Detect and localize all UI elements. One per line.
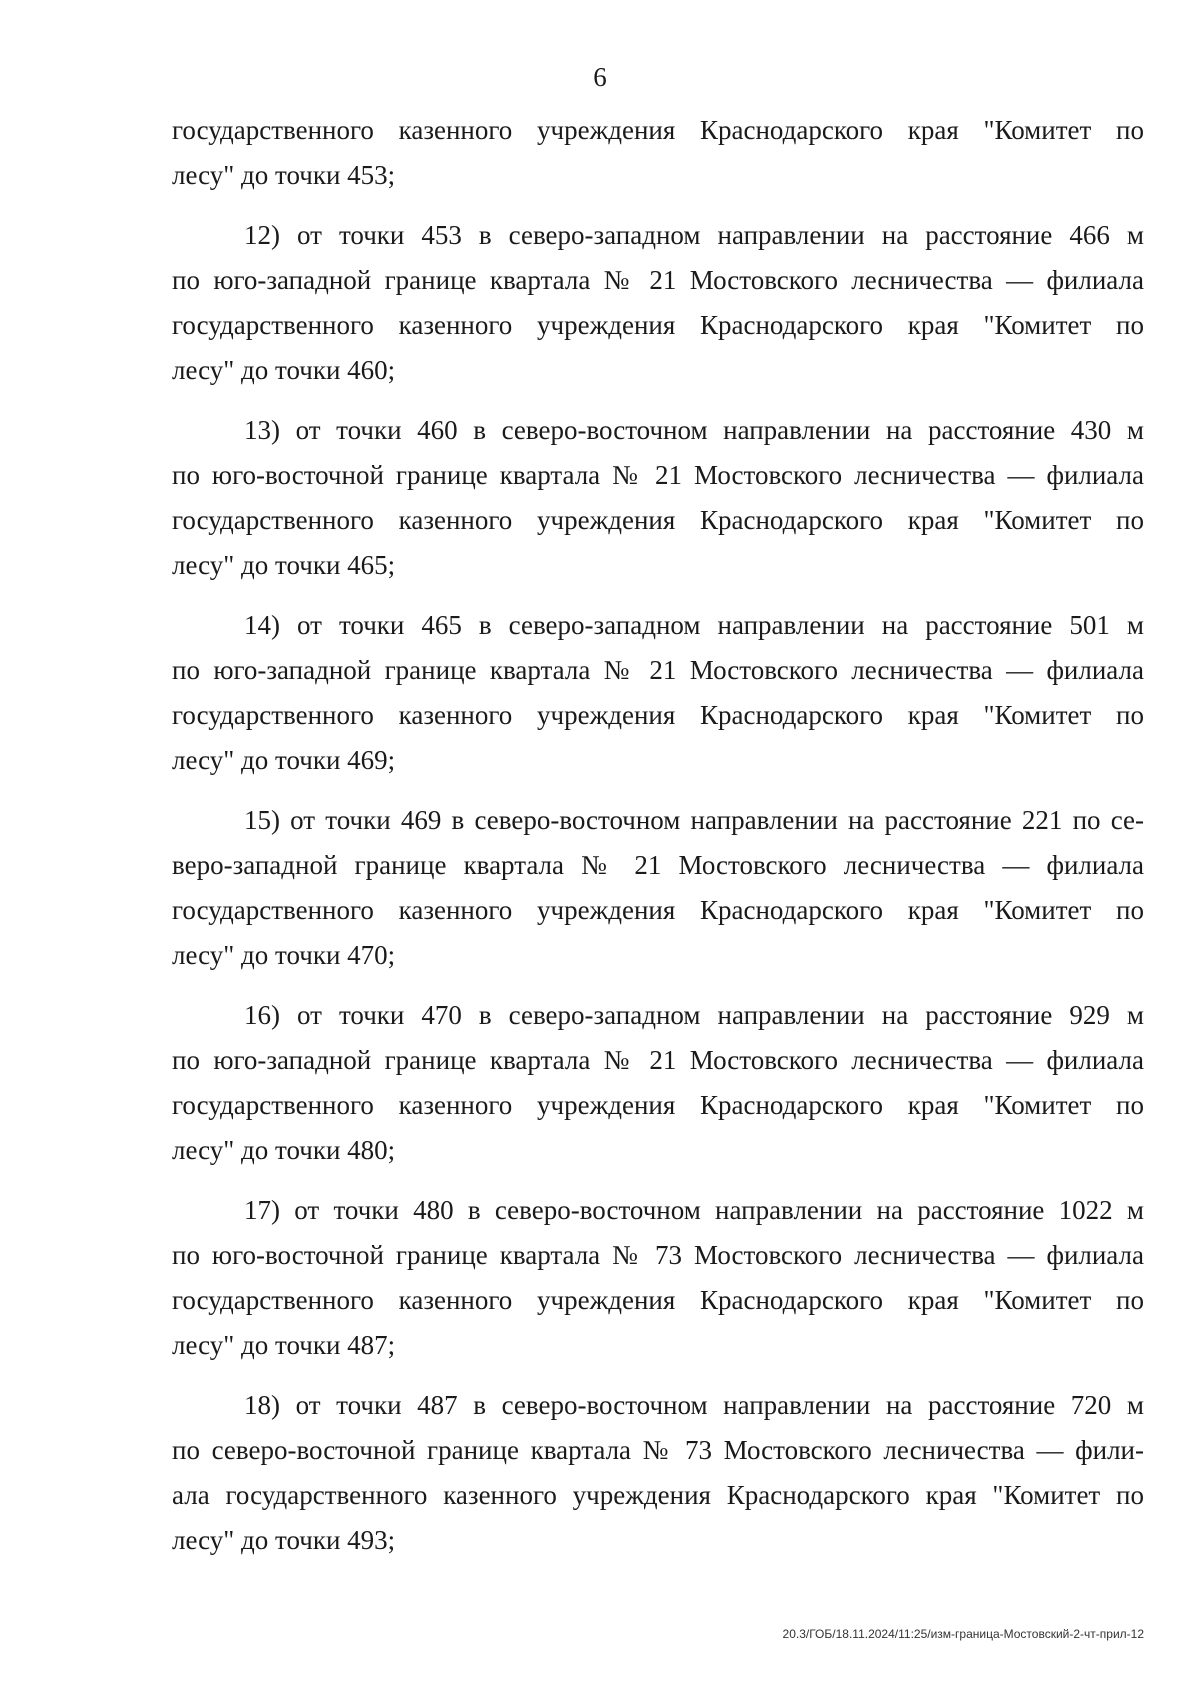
document-footer-reference: 20.3/ГОБ/18.11.2024/11:25/изм-граница-Мостовский-2-чт-прил-12 [782,1627,1144,1641]
text-line: ала государственного казенного учреждения Краснодарского края "Комитет по [172,1480,1144,1510]
text-line: лесу" до точки 480; [172,1135,396,1165]
text-line: лесу" до точки 487; [172,1330,396,1360]
text-line: по северо-восточной границе квартала № 73 Мостовского лесничества — фили- [172,1435,1144,1465]
text-line: по юго-западной границе квартала № 21 Мостовского лесничества — филиала [172,655,1144,685]
text-line: 12) от точки 453 в северо-западном направлении на расстояние 466 м [244,220,1144,250]
text-line: государственного казенного учреждения Краснодарского края "Комитет по [172,310,1144,340]
paragraph-15 [172,798,1144,978]
text-line: по юго-западной границе квартала № 21 Мостовского лесничества — филиала [172,1045,1144,1075]
text-line: государственного казенного учреждения Краснодарского края "Комитет по [172,895,1144,925]
text-line: лесу" до точки 493; [172,1525,396,1555]
paragraph-18 [172,1383,1144,1563]
text-line: государственного казенного учреждения Краснодарского края "Комитет по [172,115,1144,145]
text-line: государственного казенного учреждения Краснодарского края "Комитет по [172,700,1144,730]
text-line: государственного казенного учреждения Краснодарского края "Комитет по [172,1090,1144,1120]
text-line: 17) от точки 480 в северо-восточном направлении на расстояние 1022 м [244,1195,1144,1225]
text-line: лесу" до точки 453; [172,160,396,190]
text-line: 18) от точки 487 в северо-восточном направлении на расстояние 720 м [244,1390,1144,1420]
text-line: государственного казенного учреждения Краснодарского края "Комитет по [172,1285,1144,1315]
text-line: лесу" до точки 470; [172,940,396,970]
text-line: по юго-восточной границе квартала № 73 Мостовского лесничества — филиала [172,1240,1144,1270]
text-line: лесу" до точки 465; [172,550,396,580]
text-line: по юго-западной границе квартала № 21 Мостовского лесничества — филиала [172,265,1144,295]
paragraph-14 [172,603,1144,783]
text-line: лесу" до точки 469; [172,745,396,775]
text-line: по юго-восточной границе квартала № 21 Мостовского лесничества — филиала [172,460,1144,490]
text-line: лесу" до точки 460; [172,355,396,385]
paragraph-17 [172,1188,1144,1368]
document-body [172,108,1144,1563]
page-number: 6 [593,62,607,92]
text-line: веро-западной границе квартала № 21 Мостовского лесничества — филиала [172,850,1144,880]
text-line: 16) от точки 470 в северо-западном направлении на расстояние 929 м [244,1000,1144,1030]
paragraph-13 [172,408,1144,588]
text-line: 13) от точки 460 в северо-восточном направлении на расстояние 430 м [244,415,1144,445]
paragraph-12 [172,213,1144,393]
text-line: 14) от точки 465 в северо-западном направлении на расстояние 501 м [244,610,1144,640]
text-line: 15) от точки 469 в северо-восточном направлении на расстояние 221 по се- [244,805,1144,835]
paragraph-16 [172,993,1144,1173]
text-line: государственного казенного учреждения Краснодарского края "Комитет по [172,505,1144,535]
paragraph-continuation [172,108,1144,198]
